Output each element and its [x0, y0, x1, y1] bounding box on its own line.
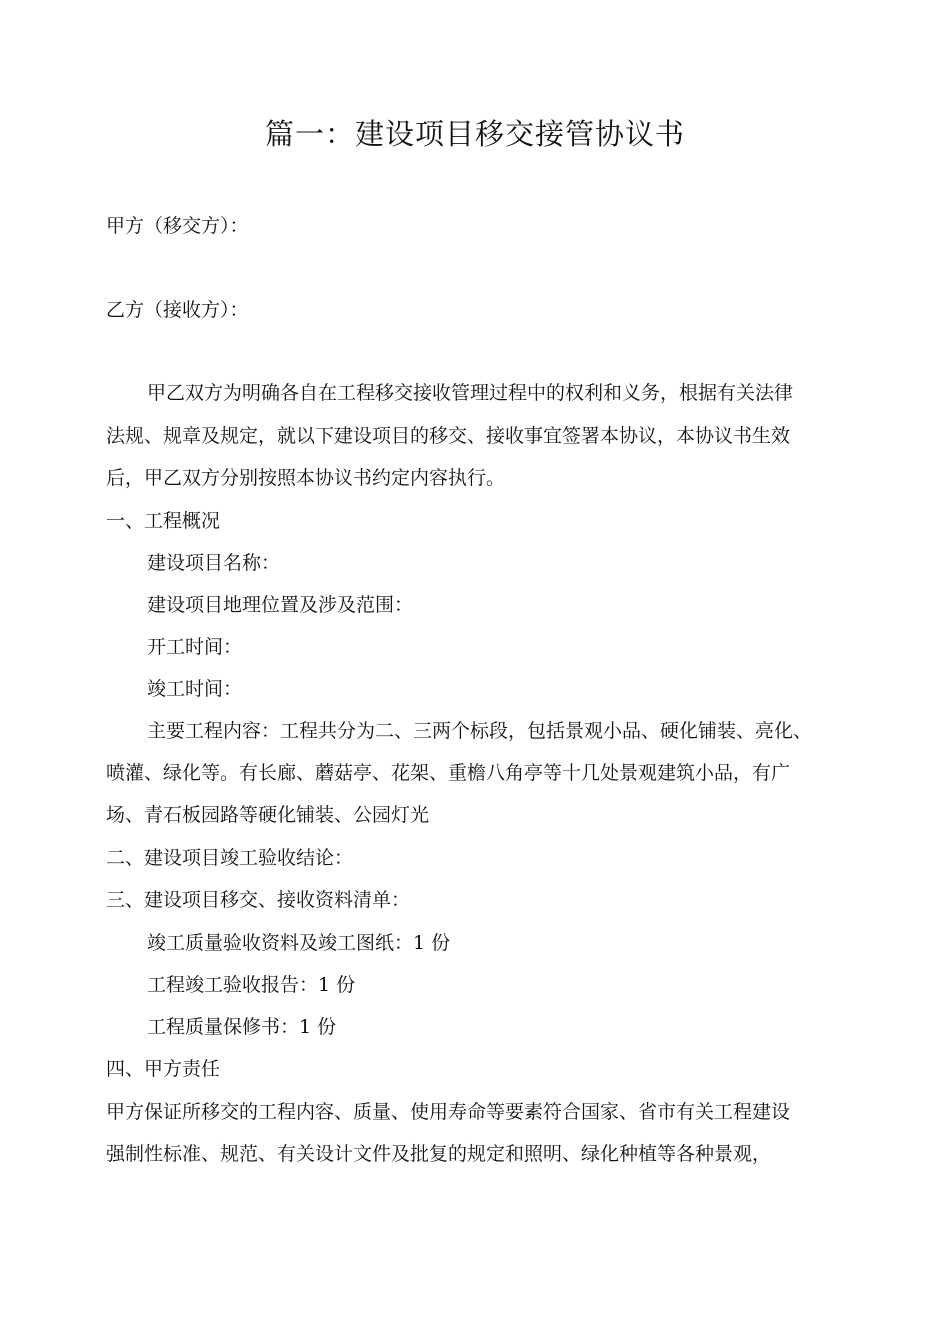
party-b-label: 乙方（接收方）： — [106, 299, 249, 321]
section3-heading: 三、建设项目移交、接收资料清单： — [106, 889, 411, 911]
intro-line-2: 法规、规章及规定，就以下建设项目的移交、接收事宜签署本协议，本协议书生效 — [106, 425, 791, 447]
section3-item-2: 工程竣工验收报告：1 份 — [147, 974, 356, 996]
section1-heading: 一、工程概况 — [106, 510, 221, 532]
party-a-label: 甲方（移交方）： — [106, 215, 249, 237]
section4-body-line-1: 甲方保证所移交的工程内容、质量、使用寿命等要素符合国家、省市有关工程建设 — [106, 1101, 791, 1123]
main-content-line-1: 主要工程内容：工程共分为二、三两个标段，包括景观小品、硬化铺装、亮化、 — [147, 720, 813, 742]
intro-line-1: 甲乙双方为明确各自在工程移交接收管理过程中的权利和义务，根据有关法律 — [147, 382, 794, 404]
document-title: 篇一：建设项目移交接管协议书 — [264, 117, 685, 151]
location-label: 建设项目地理位置及涉及范围： — [147, 594, 414, 616]
completion-time-label: 竣工时间： — [147, 678, 243, 700]
section3-item-3: 工程质量保修书：1 份 — [147, 1016, 337, 1038]
project-name-label: 建设项目名称： — [147, 552, 281, 574]
main-content-line-2: 喷灌、绿化等。有长廊、蘑菇亭、花架、重檐八角亭等十几处景观建筑小品，有广 — [106, 762, 791, 784]
intro-line-3: 后，甲乙双方分别按照本协议书约定内容执行。 — [106, 467, 506, 489]
section3-item-1: 竣工质量验收资料及竣工图纸：1 份 — [147, 932, 451, 954]
section4-body-line-2: 强制性标准、规范、有关设计文件及批复的规定和照明、绿化种植等各种景观， — [106, 1143, 772, 1165]
section2-heading: 二、建设项目竣工验收结论： — [106, 847, 354, 869]
section4-heading: 四、甲方责任 — [106, 1058, 221, 1080]
main-content-line-3: 场、青石板园路等硬化铺装、公园灯光 — [106, 804, 430, 826]
start-time-label: 开工时间： — [147, 636, 243, 658]
